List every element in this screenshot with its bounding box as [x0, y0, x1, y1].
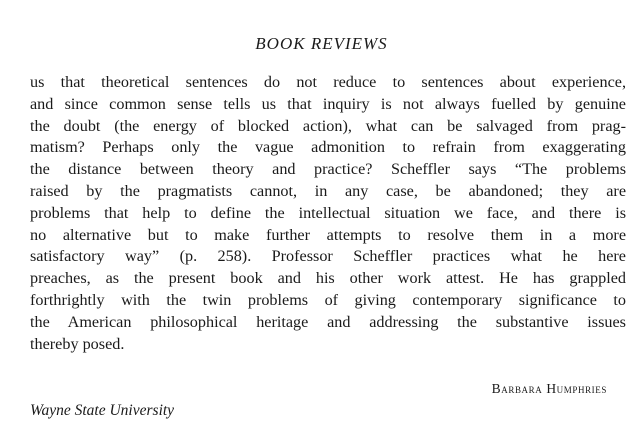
- body-line: thereby posed.: [30, 334, 125, 353]
- body-line: the distance between theory and practice? Scheffler says “The problems: [30, 160, 626, 179]
- body-line: and since common sense tells us that inquiry is not always fuelled by genuine: [30, 94, 626, 113]
- reviewer-affiliation: Wayne State University: [30, 402, 175, 419]
- review-body: [30, 72, 626, 355]
- body-line: satisfactory way” (p. 258). Professor Scheffler practices what he here: [30, 247, 626, 266]
- reviewer-name: Barbara Humphries: [491, 381, 607, 396]
- body-line: preaches, as the present book and his other work attest. He has grappled: [30, 269, 626, 288]
- body-line: raised by the pragmatists cannot, in any case, be abandoned; they are: [30, 181, 626, 200]
- body-line: no alternative but to make further attempts to resolve them in a more: [30, 225, 626, 244]
- body-line: forthrightly with the twin problems of giving contemporary significance to: [30, 290, 626, 309]
- body-line: problems that help to define the intellectual situation we face, and there is: [30, 203, 626, 222]
- body-line: matism? Perhaps only the vague admonition to refrain from exaggerating: [30, 138, 626, 157]
- page-header: BOOK REVIEWS: [255, 34, 388, 53]
- body-line: the American philosophical heritage and addressing the substantive issues: [30, 312, 626, 331]
- body-line: the doubt (the energy of blocked action), what can be salvaged from prag-: [30, 116, 626, 135]
- body-line: us that theoretical sentences do not reduce to sentences about experience,: [30, 73, 626, 91]
